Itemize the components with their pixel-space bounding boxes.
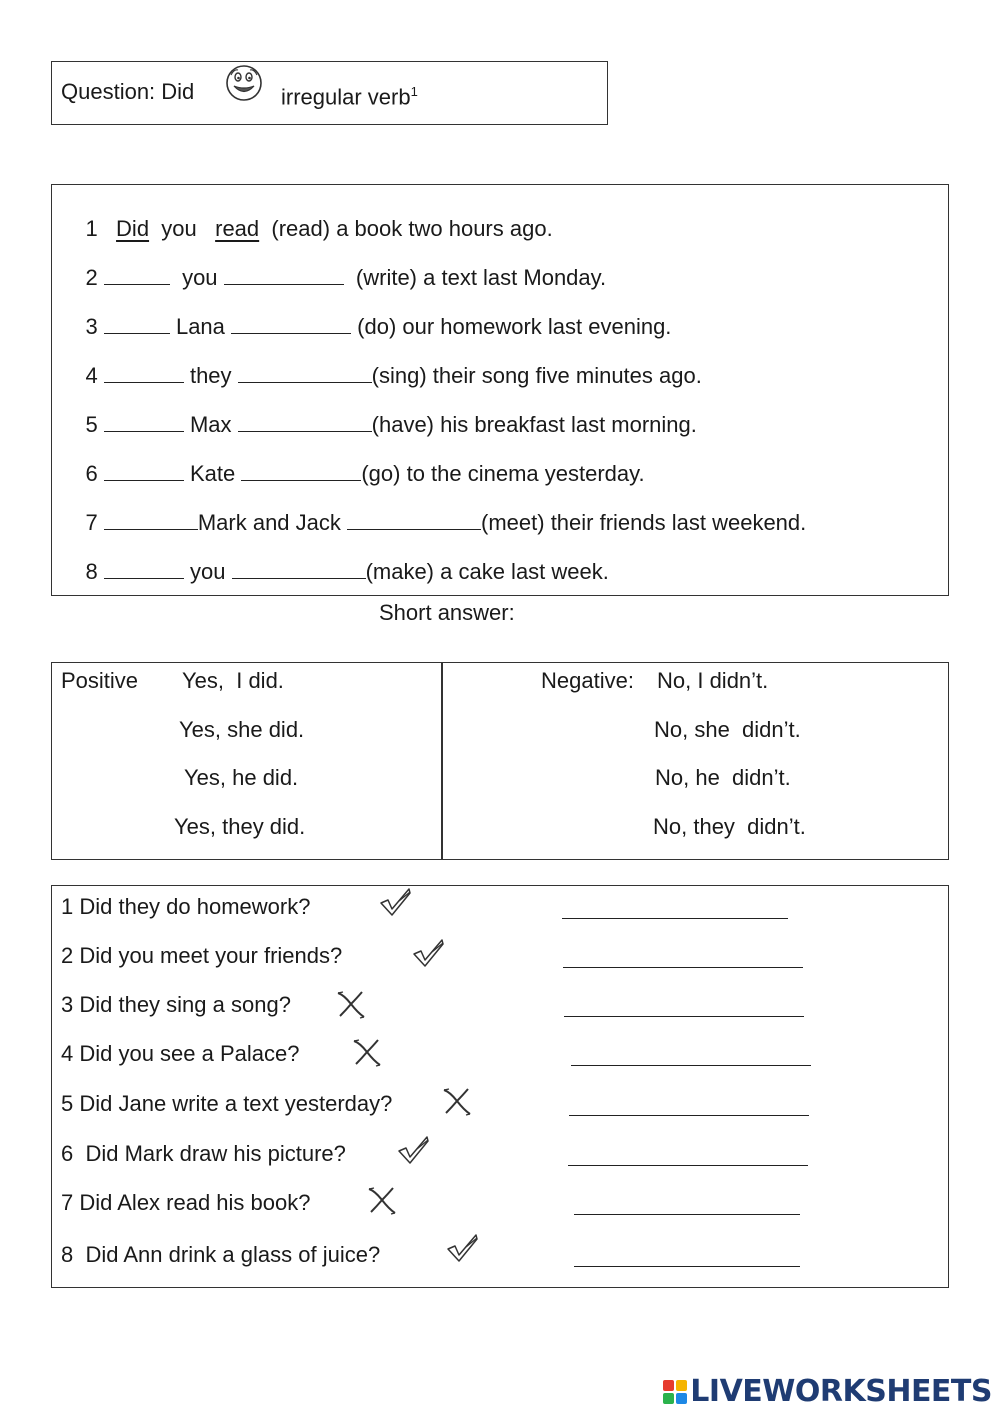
answer-blank[interactable]	[569, 1115, 809, 1116]
list-item: 3 Lana (do) our homework last evening.	[85, 314, 672, 339]
short-answers-box	[51, 662, 949, 860]
question-text: 8 Did Ann drink a glass of juice?	[61, 1242, 381, 1267]
verb-blank[interactable]	[231, 315, 351, 334]
list-item: 5 Max (have) his breakfast last morning.	[85, 412, 697, 437]
negative-answer: No, I didn’t.	[657, 668, 769, 693]
answer-blank[interactable]	[563, 967, 803, 968]
list-item: 6 Kate (go) to the cinema yesterday.	[85, 461, 645, 486]
negative-answer: No, he didn’t.	[655, 765, 791, 790]
question-text: 3 Did they sing a song?	[61, 992, 291, 1017]
aux-blank[interactable]	[104, 364, 184, 383]
negative-label: Negative:	[541, 668, 634, 693]
positive-answer: Yes, he did.	[184, 765, 299, 790]
question-text: 7 Did Alex read his book?	[61, 1190, 311, 1215]
logo-mark-icon	[663, 1380, 687, 1404]
cross-icon	[350, 1037, 384, 1069]
aux-blank[interactable]	[104, 413, 184, 432]
smiley-face-icon	[222, 63, 266, 111]
title-box	[51, 61, 608, 125]
list-item: 8 you (make) a cake last week.	[85, 559, 609, 584]
negative-answer: No, they didn’t.	[653, 814, 806, 839]
exercise1-box	[51, 184, 949, 596]
example-subject: you	[161, 216, 197, 241]
positive-answer: Yes, they did.	[174, 814, 306, 839]
negative-answer: No, she didn’t.	[654, 717, 801, 742]
question-text: 2 Did you meet your friends?	[61, 943, 343, 968]
aux-blank[interactable]	[104, 266, 170, 285]
aux-blank[interactable]	[104, 511, 198, 530]
list-item: 2 you (write) a text last Monday.	[85, 265, 607, 290]
positive-answer: Yes, she did.	[179, 717, 305, 742]
title-prefix: Question: Did	[61, 79, 195, 104]
short-answer-heading: Short answer:	[379, 600, 515, 625]
title-suffix: irregular verb$^1$	[281, 84, 418, 110]
verb-blank[interactable]	[347, 511, 481, 530]
answer-blank[interactable]	[574, 1214, 800, 1215]
answer-blank[interactable]	[571, 1065, 811, 1066]
check-icon	[446, 1233, 480, 1265]
example-aux: Did	[116, 216, 150, 241]
question-text: 4 Did you see a Palace?	[61, 1041, 300, 1066]
answer-blank[interactable]	[568, 1165, 808, 1166]
answer-blank[interactable]	[574, 1266, 800, 1267]
example-number: 1	[85, 216, 98, 241]
example-verb: read	[215, 216, 260, 241]
aux-blank[interactable]	[104, 462, 184, 481]
example-rest: (read) a book two hours ago.	[271, 216, 553, 241]
positive-answer: Yes, I did.	[182, 668, 284, 693]
aux-blank[interactable]	[104, 315, 170, 334]
liveworksheets-logo	[663, 1374, 992, 1409]
question-text: 1 Did they do homework?	[61, 894, 311, 919]
check-icon	[379, 887, 413, 919]
verb-blank[interactable]	[224, 266, 344, 285]
exercise2-box	[51, 885, 949, 1288]
check-icon	[412, 938, 446, 970]
title-superscript: 1	[410, 84, 418, 99]
cross-icon	[440, 1086, 474, 1118]
cross-icon	[365, 1185, 399, 1217]
cross-icon	[334, 989, 368, 1021]
question-text: 5 Did Jane write a text yesterday?	[61, 1091, 393, 1116]
answer-blank[interactable]	[564, 1016, 804, 1017]
answer-blank[interactable]	[562, 918, 788, 919]
list-item: 4 they (sing) their song five minutes ago.	[85, 363, 702, 388]
logo-text: LIVEWORKSHEETS	[690, 1374, 992, 1409]
aux-blank[interactable]	[104, 560, 184, 579]
question-text: 6 Did Mark draw his picture?	[61, 1141, 346, 1166]
positive-label: Positive	[61, 668, 139, 693]
verb-blank[interactable]	[241, 462, 361, 481]
list-item: 7 Mark and Jack (meet) their friends last weekend.	[85, 510, 807, 535]
check-icon	[397, 1135, 431, 1167]
verb-blank[interactable]	[232, 560, 366, 579]
verb-blank[interactable]	[238, 364, 372, 383]
verb-blank[interactable]	[238, 413, 372, 432]
column-divider	[441, 663, 443, 859]
